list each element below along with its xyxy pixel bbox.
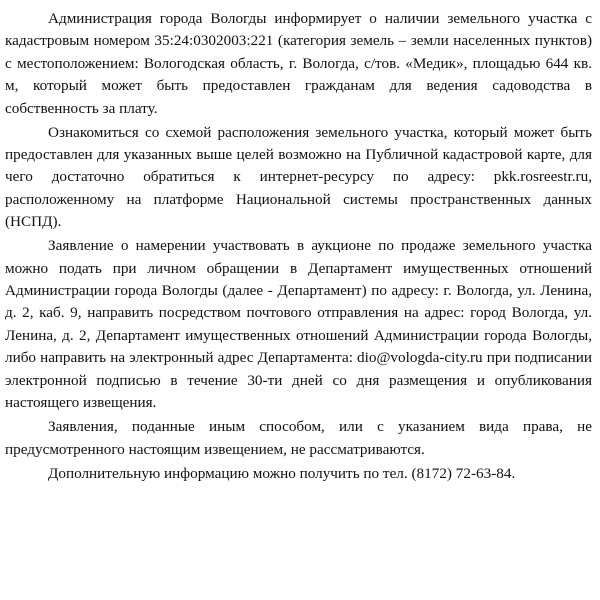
paragraph-land-plot-notice: Администрация города Вологды информирует о наличии земельного участка с кадастровым номером 35:24:0302003:221 (категория земель – земли населенных пунктов) с местоположением: Вологодская область, г. Вологда, с/тов. «Медик», площадью 644 кв. м, который может быть предоставлен гражданам для ведения садоводства в собственность за плату. bbox=[5, 10, 592, 117]
paragraph-contact-phone: Дополнительную информацию можно получить по тел. (8172) 72-63-84. bbox=[48, 464, 516, 482]
paragraph-rejection-terms: Заявления, поданные иным способом, или с указанием вида права, не предусмотренного настоящим извещением, не рассматриваются. bbox=[5, 418, 592, 458]
notice-document bbox=[5, 8, 592, 485]
paragraph-application-procedure: Заявление о намерении участвовать в аукционе по продаже земельного участка можно подать при личном обращении в Департамент имущественных отношений Администрации города Вологды (далее - Департамент) по адресу: г. Вологда, ул. Ленина, д. 2, каб. 9, направить посредством почтового отправления на адрес: город Вологда, ул. Ленина, д. 2, Департамент имущественных отношений Администрации города Вологды, либо направить на электронный адрес Департамента: dio@vologda-city.ru при подписании электронной подписью в течение 30-ти дней со дня размещения и опубликования настоящего извещения. bbox=[5, 237, 592, 412]
paragraph-cadastral-map-info: Ознакомиться со схемой расположения земельного участка, который может быть предоставлен для указанных выше целей возможно на Публичной кадастровой карте, для чего достаточно обратиться к интернет-ресурсу по адресу: pkk.rosreestr.ru, расположенному на платформе Национальной системы пространственных данных (НСПД). bbox=[5, 123, 592, 231]
